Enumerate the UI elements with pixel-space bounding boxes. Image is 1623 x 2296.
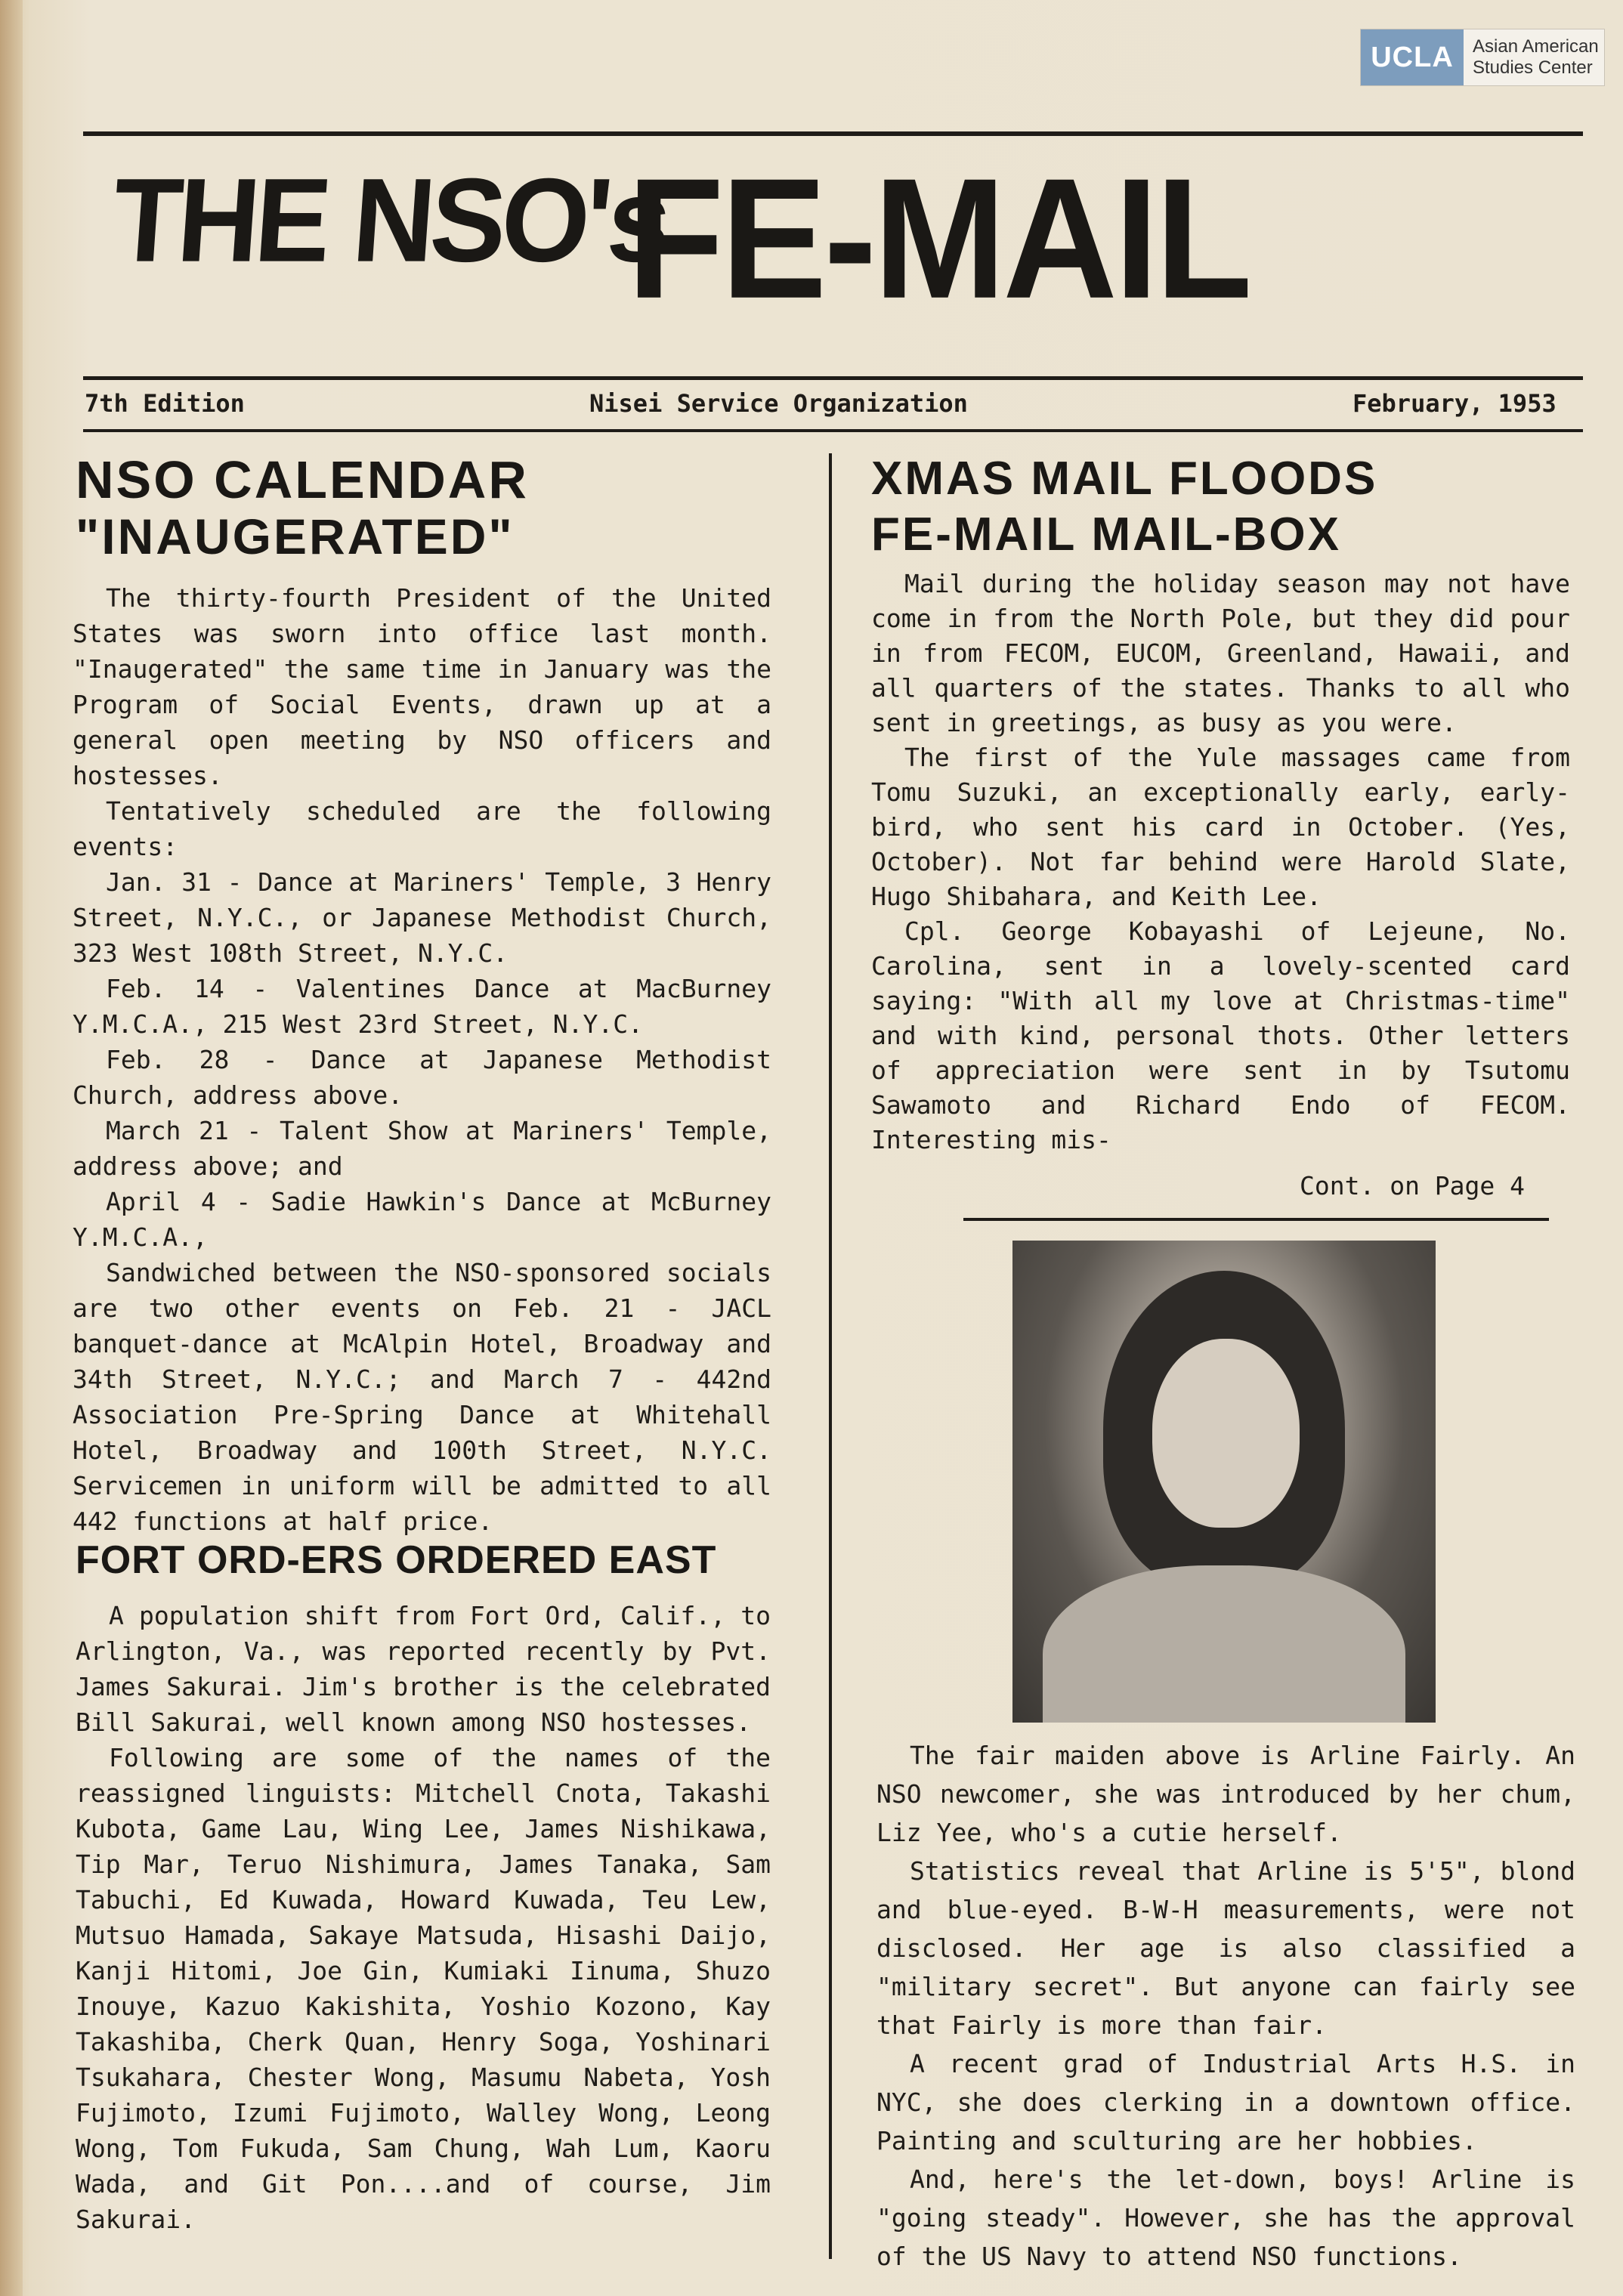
fairly-paragraph: Statistics reveal that Arline is 5'5", blond and blue-eyed. B-W-H measurements, were not disclosed. Her age is also classified a "military secret". But anyone can fairly see that Fairly is more than fair. — [876, 1856, 1575, 2040]
calendar-paragraph: The thirty-fourth President of the United States was sworn into office last month. "Inaugerated" the same time in January was the Program of Social Events, drawn up at a general open meeting by NSO officers and hostesses. — [73, 583, 771, 790]
center-name: Asian American Studies Center — [1473, 36, 1599, 78]
xmas-article — [871, 567, 1570, 1157]
fairly-paragraph: The fair maiden above is Arline Fairly. An NSO newcomer, she was introduced by her chum, Liz Yee, who's a cutie herself. — [876, 1741, 1575, 1847]
calendar-paragraph: Sandwiched between the NSO-sponsored socials are two other events on Feb. 21 - JACL banquet-dance at McAlpin Hotel, Broadway and 34th Street, N.Y.C.; and March 7 - 442nd Association Pre-Spring Dance at Whitehall Hotel, Broadway and 100th Street, N.Y.C. Servicemen in uniform will be admitted to all 442 functions at half price. — [73, 1258, 771, 1536]
calendar-paragraph: Feb. 14 - Valentines Dance at MacBurney Y.M.C.A., 215 West 23rd Street, N.Y.C. — [73, 974, 771, 1039]
calendar-headline-2: "INAUGERATED" — [76, 508, 515, 564]
masthead-bottom-rule — [83, 376, 1583, 380]
xmas-headline-1: XMAS MAIL FLOODS — [871, 453, 1378, 505]
fortord-article — [76, 1598, 771, 2237]
calendar-paragraph: Tentatively scheduled are the following events: — [73, 796, 771, 861]
fairly-article — [876, 1736, 1575, 2276]
fairly-paragraph: And, here's the let-down, boys! Arline is "going steady". However, she has the approval of the US Navy to attend NSO functions. — [876, 2165, 1575, 2271]
calendar-paragraph: Feb. 28 - Dance at Japanese Methodist Church, address above. — [73, 1045, 771, 1110]
portrait-photo — [1012, 1241, 1436, 1723]
calendar-paragraph: Jan. 31 - Dance at Mariners' Temple, 3 Henry Street, N.Y.C., or Japanese Methodist Church, 323 West 108th Street, N.Y.C. — [73, 867, 771, 968]
ucla-logo: UCLA — [1361, 29, 1464, 85]
calendar-paragraph: March 21 - Talent Show at Mariners' Temple, address above; and — [73, 1116, 771, 1181]
column-divider — [829, 453, 832, 2259]
fortord-paragraph: A population shift from Fort Ord, Calif., to Arlington, Va., was reported recently by Pvt. James Sakurai. Jim's brother is the celebrated Bill Sakurai, well known among NSO hostesses. — [76, 1601, 771, 1737]
photo-body — [1043, 1565, 1405, 1723]
masthead-title-left: THE NSO's — [108, 153, 672, 287]
archive-badge[interactable] — [1360, 29, 1605, 86]
xmas-paragraph: Mail during the holiday season may not have come in from the North Pole, but they did pour in from FECOM, EUCOM, Greenland, Hawaii, and all quarters of the states. Thanks to all who sent in greetings, as busy as you were. — [871, 569, 1570, 737]
calendar-paragraph: April 4 - Sadie Hawkin's Dance at McBurney Y.M.C.A., — [73, 1187, 771, 1252]
calendar-article — [73, 580, 771, 1539]
xmas-headline-2: FE-MAIL MAIL-BOX — [871, 508, 1342, 561]
xmas-paragraph: The first of the Yule massages came from Tomu Suzuki, an exceptionally early, early-bird, who sent his card in October. (Yes, October). Not far behind were Harold Slate, Hugo Shibahara, and Keith Lee. — [871, 743, 1570, 911]
calendar-headline-1: NSO CALENDAR — [76, 450, 529, 509]
binding-edge — [0, 0, 23, 2296]
fortord-paragraph: Following are some of the names of the reassigned linguists: Mitchell Cnota, Takashi Kubota, Game Lau, Wing Lee, James Nishikawa, Tip Mar, Teruo Nishimura, James Tanaka, Sam Tabuchi, Ed Kuwada, Howard Kuwada, Teu Lew, Mutsuo Hamada, Sakaye Matsuda, Hisashi Daijo, Kanji Hitomi, Joe Gin, Kumiaki Iinuma, Shuzo Inouye, Kazuo Kakishita, Yoshio Kozono, Kay Takashiba, Cherk Quan, Henry Soga, Yoshinari Tsukahara, Chester Wong, Masumu Nabeta, Yosh Fujimoto, Izumi Fujimoto, Walley Wong, Leong Wong, Tom Fukuda, Sam Chung, Wah Lum, Kaoru Wada, and Git Pon....and of course, Jim Sakurai. — [76, 1743, 771, 2234]
xmas-paragraph: Cpl. George Kobayashi of Lejeune, No. Carolina, sent in a lovely-scented card saying: "With all my love at Christmas-time" and with kind, personal thots. Other letters of appreciation were sent in by Tsutomu Sawamoto and Richard Endo of FECOM. Interesting mis- — [871, 916, 1570, 1154]
photo-separator-rule — [963, 1218, 1549, 1221]
photo-face — [1152, 1339, 1300, 1528]
edition-org: Nisei Service Organization — [589, 389, 968, 418]
edition-number: 7th Edition — [85, 389, 245, 418]
masthead-title-right: FE-MAIL — [627, 142, 1250, 335]
edition-rule — [83, 429, 1583, 432]
masthead-top-rule — [83, 131, 1583, 136]
fairly-paragraph: A recent grad of Industrial Arts H.S. in NYC, she does clerking in a downtown office. Painting and sculturing are her hobbies. — [876, 2049, 1575, 2155]
fortord-headline: FORT ORD-ERS ORDERED EAST — [76, 1538, 717, 1582]
continued-note: Cont. on Page 4 — [1300, 1171, 1526, 1201]
edition-date: February, 1953 — [1352, 389, 1557, 418]
